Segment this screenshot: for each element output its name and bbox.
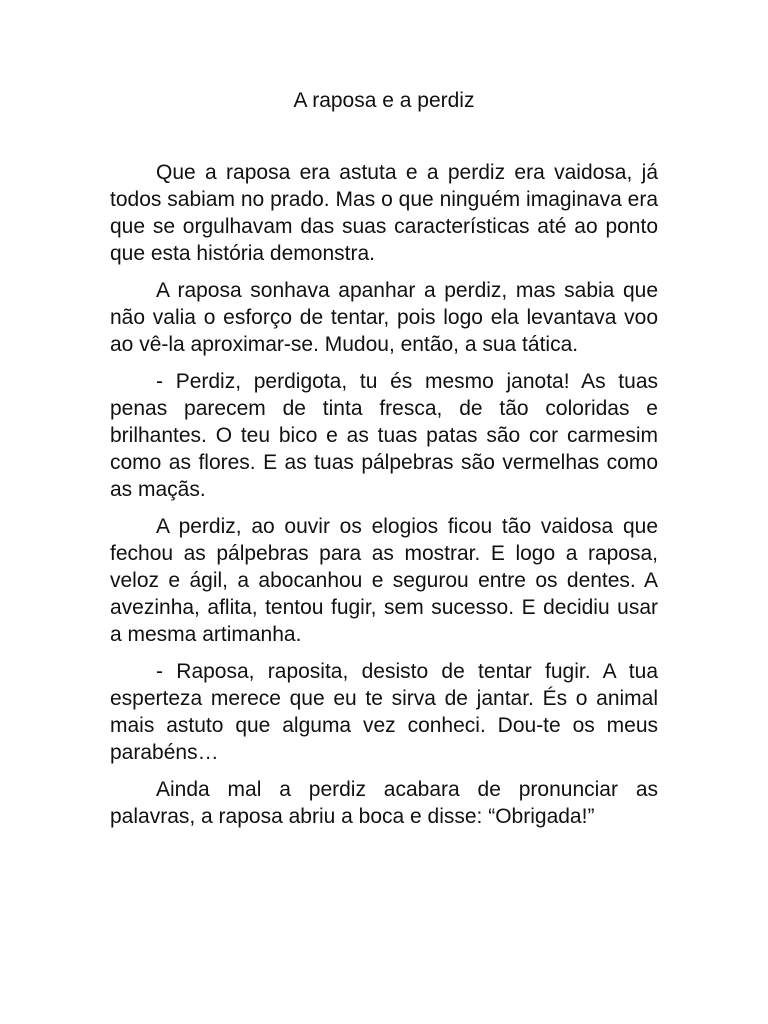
- document-title: A raposa e a perdiz: [293, 89, 475, 112]
- paragraph-1: Que a raposa era astuta e a perdiz era vaidosa, já todos sabiam no prado. Mas o que ninguém imaginava era que se orgulhavam das suas características até ao ponto que esta história demonstra.: [110, 161, 658, 265]
- paragraph-2: A raposa sonhava apanhar a perdiz, mas sabia que não valia o esforço de tentar, pois logo ela levantava voo ao vê-la aproximar-se. Mudou, então, a sua tática.: [110, 279, 658, 356]
- paragraph-3: - Perdiz, perdigota, tu és mesmo janota! As tuas penas parecem de tinta fresca, de tão coloridas e brilhantes. O teu bico e as tuas patas são cor carmesim como as flores. E as tuas pálpebras são vermelhas como as maçãs.: [110, 370, 658, 501]
- paragraph-5: - Raposa, raposita, desisto de tentar fugir. A tua esperteza merece que eu te sirva de jantar. És o animal mais astuto que alguma vez conheci. Dou-te os meus parabéns…: [110, 660, 658, 764]
- document-body: [110, 159, 658, 840]
- paragraph-6: Ainda mal a perdiz acabara de pronunciar as palavras, a raposa abriu a boca e disse: “Obrigada!”: [110, 778, 658, 828]
- paragraph-4: A perdiz, ao ouvir os elogios ficou tão vaidosa que fechou as pálpebras para as mostrar. E logo a raposa, veloz e ágil, a abocanhou e segurou entre os dentes. A avezinha, aflita, tentou fugir, sem sucesso. E decidiu usar a mesma artimanha.: [110, 515, 658, 646]
